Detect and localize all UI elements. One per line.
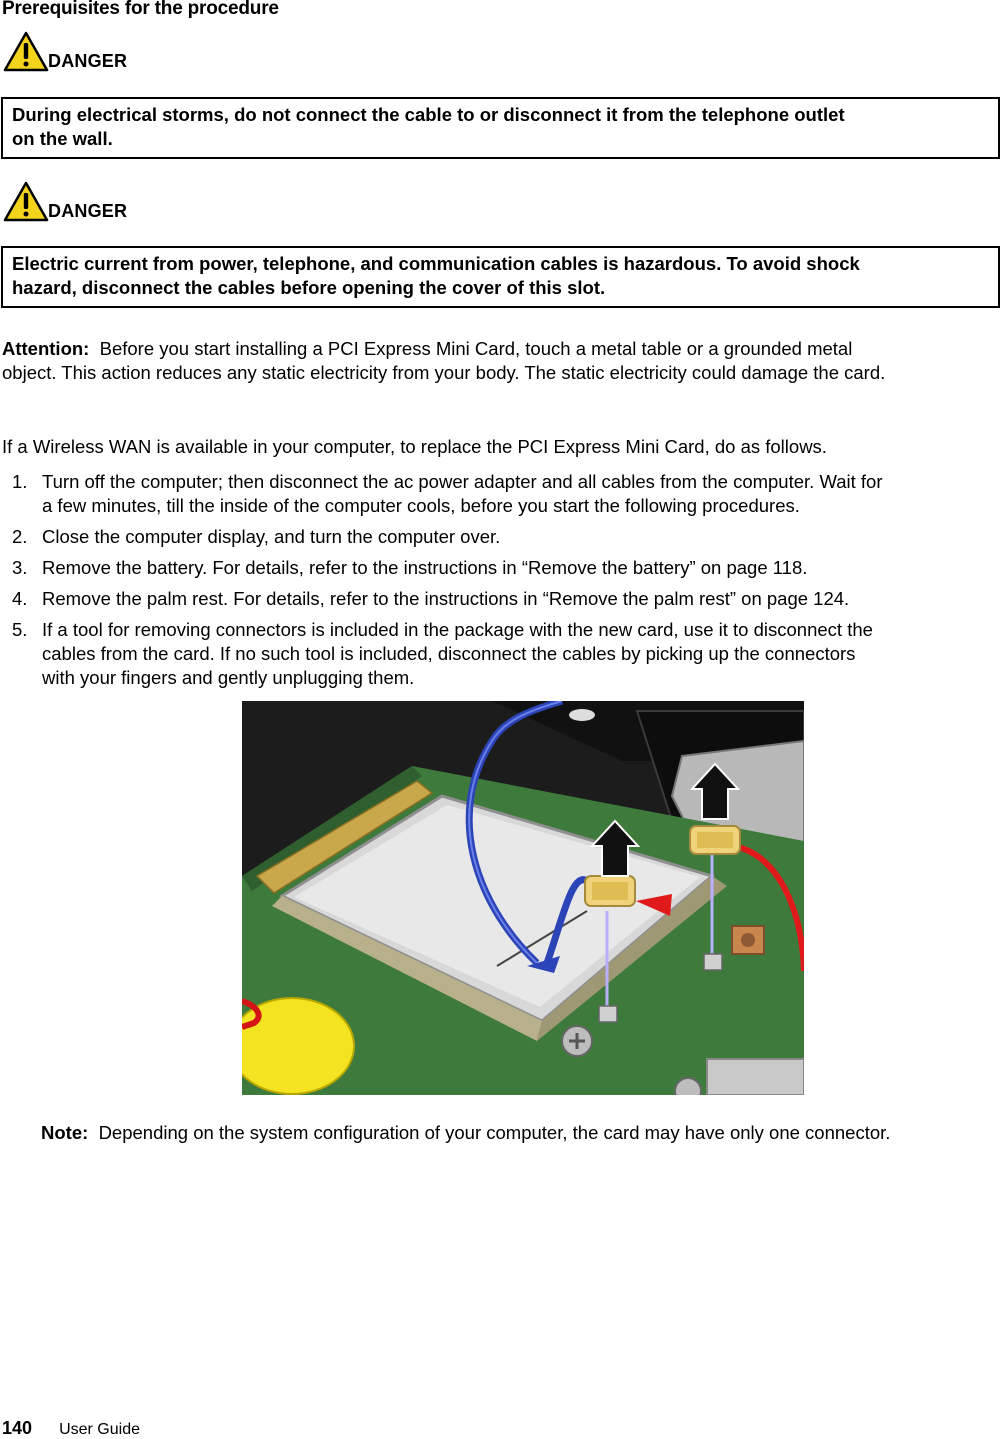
- page-number: 140: [2, 1418, 33, 1438]
- step-number: 3.: [12, 557, 28, 578]
- step-number: 1.: [12, 471, 28, 492]
- warning-triangle-icon: [2, 30, 50, 74]
- note-paragraph: [41, 1121, 1005, 1145]
- danger-heading: [2, 28, 127, 74]
- step-item: [2, 525, 1005, 549]
- danger-text-line: During electrical storms, do not connect the cable to or disconnect it from the telephone outlet: [12, 104, 845, 125]
- intro-paragraph: If a Wireless WAN is available in your computer, to replace the PCI Express Mini Card, do as follows.: [2, 436, 827, 457]
- attention-paragraph: [2, 337, 1005, 385]
- step-text-line: with your fingers and gently unplugging them.: [42, 667, 415, 688]
- warning-triangle-icon: [2, 180, 50, 224]
- danger-box: [1, 97, 1000, 159]
- attention-label: Attention:: [2, 338, 90, 359]
- step-text-line: cables from the card. If no such tool is included, disconnect the cables by picking up the connectors: [42, 643, 856, 664]
- note-label: Note:: [41, 1122, 89, 1143]
- note-text: Depending on the system configuration of your computer, the card may have only one connector.: [98, 1122, 891, 1143]
- danger-text-line: on the wall.: [12, 128, 113, 149]
- step-number: 5.: [12, 619, 28, 640]
- guide-title: User Guide: [59, 1421, 140, 1438]
- step-text-line: Remove the battery. For details, refer to the instructions in “Remove the battery” on page 118.: [42, 557, 808, 578]
- procedure-steps: [2, 470, 1005, 697]
- step-text-line: Close the computer display, and turn the computer over.: [42, 526, 501, 547]
- illustration-svg: [242, 701, 804, 1095]
- step-item: [2, 618, 1005, 690]
- step-item: [2, 470, 1005, 518]
- attention-text-line: object. This action reduces any static electricity from your body. The static electricity could damage the card.: [2, 362, 886, 383]
- step-item: [2, 587, 1005, 611]
- danger-label: DANGER: [48, 51, 128, 71]
- step-number: 2.: [12, 526, 28, 547]
- step-item: [2, 556, 1005, 580]
- step-text-line: If a tool for removing connectors is included in the package with the new card, use it to disconnect the: [42, 619, 873, 640]
- step-number: 4.: [12, 588, 28, 609]
- section-title: Prerequisites for the procedure: [2, 0, 279, 19]
- attention-text-line: Before you start installing a PCI Express Mini Card, touch a metal table or a grounded metal: [99, 338, 853, 359]
- step-text-line: a few minutes, till the inside of the computer cools, before you start the following procedures.: [42, 495, 800, 516]
- danger-label: DANGER: [48, 201, 128, 221]
- danger-text-line: Electric current from power, telephone, and communication cables is hazardous. To avoid shock: [12, 253, 860, 274]
- step-text-line: Remove the palm rest. For details, refer to the instructions in “Remove the palm rest” on page 124.: [42, 588, 850, 609]
- minicard-disconnect-illustration: [242, 701, 804, 1095]
- danger-text-line: hazard, disconnect the cables before opening the cover of this slot.: [12, 277, 606, 298]
- danger-box: [1, 246, 1000, 308]
- step-text-line: Turn off the computer; then disconnect the ac power adapter and all cables from the computer. Wait for: [42, 471, 883, 492]
- danger-heading: [2, 178, 127, 224]
